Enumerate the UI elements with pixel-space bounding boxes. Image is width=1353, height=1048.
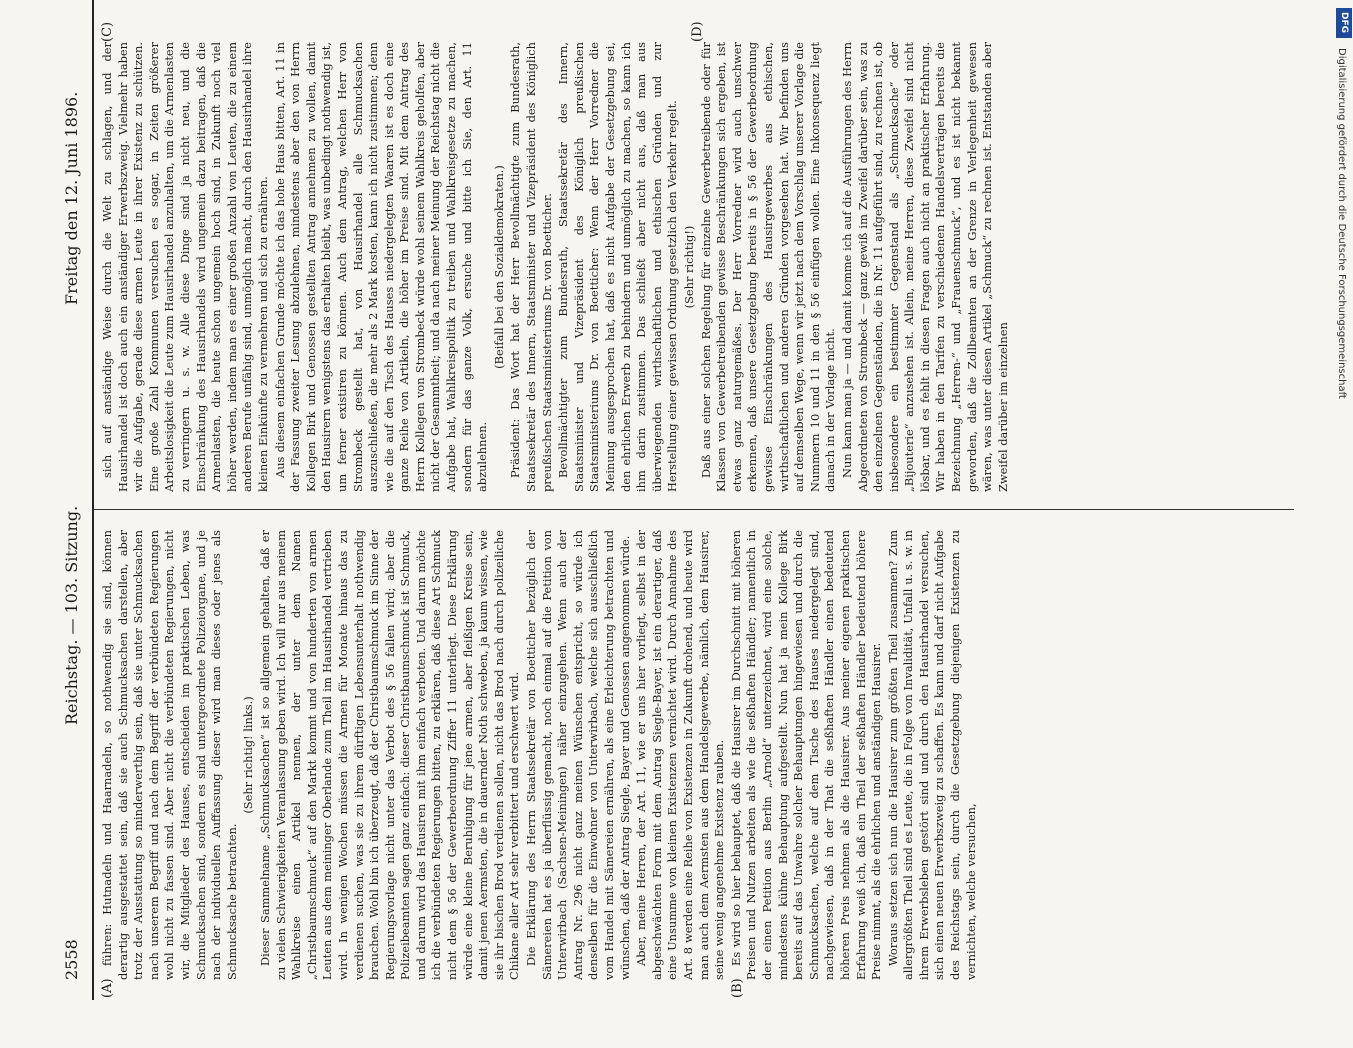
- digitization-credit: Digitalisierung gefördert durch die Deutsche Forschungsgemeinschaft: [1336, 48, 1347, 399]
- page-number: 2558: [62, 939, 81, 980]
- paragraph: Woraus setzen sich nun die Hausirer zum größten Theil zusammen? Zum allergrößten Theil sind es Leute, die in Folge von Invalidität, Unfall u. s. w. in ihrem Erwerbsleben gestört sind und durch den Hausirhandel versuchen, sich einen neuen Erwerbszweig zu schaffen. Es kann und darf nicht Aufgabe des Reichstags sein, durch die Gesetzgebung diejenigen Existenzen zu vernichten, welche versuchen,: [885, 530, 978, 980]
- paragraph: Bevollmächtigter zum Bundesrath, Staatssekretär des Innern, Staatsminister und Vizepräsident des Königlich preußischen Staatsministeriums Dr. von Boetticher: Wenn der Herr Vorredner die Meinung ausgesprochen hat, daß es nicht Aufgabe der Gesetzgebung sei, den ehrlichen Erwerb zu behindern und unmöglich zu machen, so kann ich ihm darin zustimmen. Das schließt aber nicht aus, daß man aus überwiegenden wirthschaftlichen und ethischen Gründen und zur Herstellung einer gewissen Ordnung gesetzlich den Verkehr regelt.: [556, 42, 680, 492]
- session-date: Freitag den 12. Juni 1896.: [62, 91, 81, 305]
- margin-marker-d: (D): [690, 21, 705, 42]
- margin-marker-a: (A): [100, 978, 115, 998]
- paragraph: (Sehr richtig!): [681, 225, 696, 309]
- paragraph: Aber, meine Herren, der Art. 11, wie er uns hier vorliegt, selbst in der abgeschwächten Form mit dem Antrag Siegle-Bayer, ist ein derartiger, daß eine Unsumme von kleinen Existenzen vernichtet wird. Durch Annahme des Art. 8 werden eine Reihe von Existenzen in Zukunft drohend, und heute wird man auch dem Aermsten aus dem Handelsgewerbe, nämlich, dem Hausirer, seine wenig angenehme Existenz rauben.: [634, 530, 727, 980]
- paragraph: Dieser Sammelname „Schmucksachen“ ist so allgemein gehalten, daß er zu vielen Schwierigkeiten Veranlassung geben wird. Ich will nur aus meinem Wahlkreise einen Artikel nennen, der unter dem Namen „Christbaumschmuck“ auf den Markt kommt und von hunderten von armen Leuten aus dem meininger Oberlande zum Theil im Hausirhandel vertrieben wird. In wenigen Wochen müssen die Armen für Monate hinaus das zu verdienen suchen, was sie zu ihrem dürftigen Lebensunterhalt nothwendig brauchen. Wohl bin ich überzeugt, daß der Christbaumschmuck im Sinne der Regierungsvorlage nicht unter das Verbot des § 56 fallen wird; aber die Polizeibeamten sagen ganz einfach: dieser Christbaumschmuck ist Schmuck, und darum wird das Hausiren mit ihm einfach verboten. Und darum möchte ich die verbündeten Regierungen bitten, zu erklären, daß diese Art Schmuck nicht dem § 56 der Gewerbeordnung Ziffer 11 unterliegt. Diese Erklärung würde eine kleine Beruhigung für jene armen, aber fleißigen Kreise sein, damit jenen Aermsten, die in dauernder Noth schweben, ja kaum wissen, wie sie ihr bischen Brod verdienen sollen, nicht das Brod nach durch polizeiliche Chikane aller Art sehr verbittert und erschwert wird.: [257, 530, 522, 980]
- paragraph: Aus diesem einfachen Grunde möchte ich das hohe Haus bitten, Art. 11 in der Fassung zweiter Lesung abzulehnen, mindestens aber den von Herrn Kollegen Birk und Genossen gestellten Antrag annehmen zu wollen, damit den Hausirern wenigstens das erhalten bleibt, was unbedingt nothwendig ist, um ferner existiren zu können. Auch dem Antrag, welchen Herr von Strombeck gestellt hat, von Hausirhandel alle Schmucksachen auszuschließen, die mehr als 2 Mark kosten, kann ich nicht zustimmen; denn wie die auf den Tisch des Hauses niedergelegten Waaren ist es doch eine ganze Reihe von Artikeln, die höher im Preise sind. Mit dem Antrag des Herrn Kollegen von Strombeck würde wohl seinem Wahlkreis geholfen, aber nicht der Gesammtheit; und da nach meiner Meinung der Reichstag nicht die Aufgabe hat, Wahlkreispolitik zu treiben und Wahlkreisgesetze zu machen, sondern für das ganze Volk, ersuche und bitte ich Sie, den Art. 11 abzulehnen.: [272, 42, 490, 492]
- paragraph: (Beifall bei den Sozialdemokraten.): [491, 165, 506, 369]
- column-divider: [94, 509, 1294, 510]
- page-header: [62, 50, 84, 980]
- session-title: Reichstag. — 103. Sitzung.: [62, 505, 81, 725]
- paragraph: Es wird so hier behauptet, daß die Hausirer im Durchschnitt mit höheren Preisen und Nutzen arbeiten als wie die seßhaften Händler; namentlich in der einen Petition aus Berlin „Arnold“ unterzeichnet, wird eine solche, mindestens kühne Behauptung aufgestellt. Nun hat ja mein Kollege Birk bereits auf das Unwahre solcher Behauptungen hingewiesen und durch die Schmucksachen, welche auf dem Tische des Hauses niedergelegt sind, nachgewiesen, daß in der That die seßhaften Händler einen bedeutend höheren Preis nehmen als die Hausirer. Aus meiner eigenen praktischen Erfahrung weiß ich, daß ein Theil der seßhaften Händler bedeutend höhere Preise nimmt, als die ehrlichen und anständigen Hausirer.: [728, 530, 884, 980]
- right-column: [100, 42, 1290, 492]
- dfg-logo: DFG: [1336, 8, 1352, 38]
- paragraph: Die Erklärung des Herrn Staatssekretär von Boetticher bezüglich der Sämereien hat es ja überflüssig gemacht, noch einmal auf die Petition von Unterwirbach (Sachsen-Meiningen) näher einzugehen. Wenn auch der Antrag Nr. 296 nicht ganz meinen Wünschen entspricht, so würde ich denselben für die Einwohner von Unterwirbach, welche sich ausschließlich vom Handel mit Sämereien ernähren, als eine Erleichterung betrachten und wünschen, daß der Antrag Siegle, Bayer und Genossen angenommen würde.: [524, 530, 632, 980]
- paragraph: Nun kann man ja — und damit komme ich auf die Ausführungen des Herrn Abgeordneten von Strombeck — ganz gewiß im Zweifel darüber sein, was zu den einzelnen Gegenständen, die in Nr. 11 aufgeführt sind, zu rechnen ist, ob insbesondere ein bestimmter Gegenstand als „Schmucksache“ oder „Bijouterie“ anzusehen ist. Allein, meine Herren, diese Zweifel sind nicht lösbar, und es fehlt in diesen Fragen auch nicht an praktischer Erfahrung. Wir haben in den Tarifen zu verschiedenen Handelsverträgen bereits die Bezeichnung „Herren-“ und „Frauenschmuck“, und es ist nicht bekannt geworden, daß die Zollbeamten an der Grenze in Verlegenheit gewesen wären, was unter diesen Artikel „Schmuck“ zu rechnen ist. Entstanden aber Zweifel darüber im einzelnen: [839, 42, 1010, 492]
- paragraph: Daß aus einer solchen Regelung für einzelne Gewerbetreibende oder für Klassen von Gewerbetreibenden gewisse Beschränkungen sich ergeben, ist etwas ganz naturgemäßes. Der Herr Vorredner wird auch unschwer erkennen, daß unsere Gesetzgebung bereits in § 56 der Gewerbeordnung gewisse Einschränkungen des Hausirgewerbes aus ethischen, wirthschaftlichen und anderen Gründen vorgesehen hat. Wir befinden uns auf demselben Wege, wenn wir jetzt nach dem Vorschlag unserer Vorlage die Nummern 10 und 11 in den § 56 einfügen wollen. Eine Inkonsequenz liegt danach in der Vorlage nicht.: [698, 42, 838, 492]
- margin-marker-c: (C): [100, 21, 115, 42]
- paragraph: sich auf anständige Weise durch die Welt zu schlagen, und der Hausirhandel ist doch auch ein anständiger Erwerbszweig. Vielmehr haben wir die Aufgabe, gerade diese armen Leute in ihrer Existenz zu schützen. Eine große Zahl Kommunen versuchen es sogar, in Zeiten größerer Arbeitslosigkeit die Leute zum Hausirhandel anzuhalten, um die Armenlasten zu verringern u. s. w. Alle diese Dinge sind ja nicht neu, und die Einschränkung des Hausirhandels wird ungemein dazu beitragen, daß die Armenlasten, die heute schon ungemein hoch sind, in Zukunft noch viel höher werden, indem man es einer großen Anzahl von Leuten, die zu einem anderen Berufe unfähig sind, unmöglich macht, durch den Hausirhandel ihre kleinen Einkünfte zu vermehren und sich zu ernähren.: [100, 42, 270, 492]
- margin-marker-b: (B): [730, 978, 745, 998]
- paragraph: Präsident: Das Wort hat der Herr Bevollmächtigte zum Bundesrath, Staatssekretär des Innern, Staatsminister und Vizepräsident des Königlich preußischen Staatsministeriums Dr. von Boetticher.: [508, 42, 554, 492]
- left-column: [100, 530, 1290, 980]
- header-rule: [92, 0, 94, 1000]
- paragraph: (Sehr richtig! links.): [241, 696, 256, 814]
- paragraph: führen: Hutnadeln und Haarnadeln, so nothwendig sie sind, können derartig ausgestattet sein, daß sie auch Schmucksachen darstellen, aber trotz der Ausstattung so minderwerthig sein, daß sie unter Schmucksachen nach unserem Begriff und nach dem Begriff der verbündeten Regierungen wohl nicht zu fassen sind. Aber nicht die verbündeten Regierungen, nicht wir, die Mitglieder des Hauses, entscheiden im praktischen Leben, was Schmucksachen sind, sondern es sind untergeordnete Polizeiorgane, und je nach der individuellen Auffassung dieser wird man dieses oder jenes als Schmucksache betrachten.: [100, 530, 239, 980]
